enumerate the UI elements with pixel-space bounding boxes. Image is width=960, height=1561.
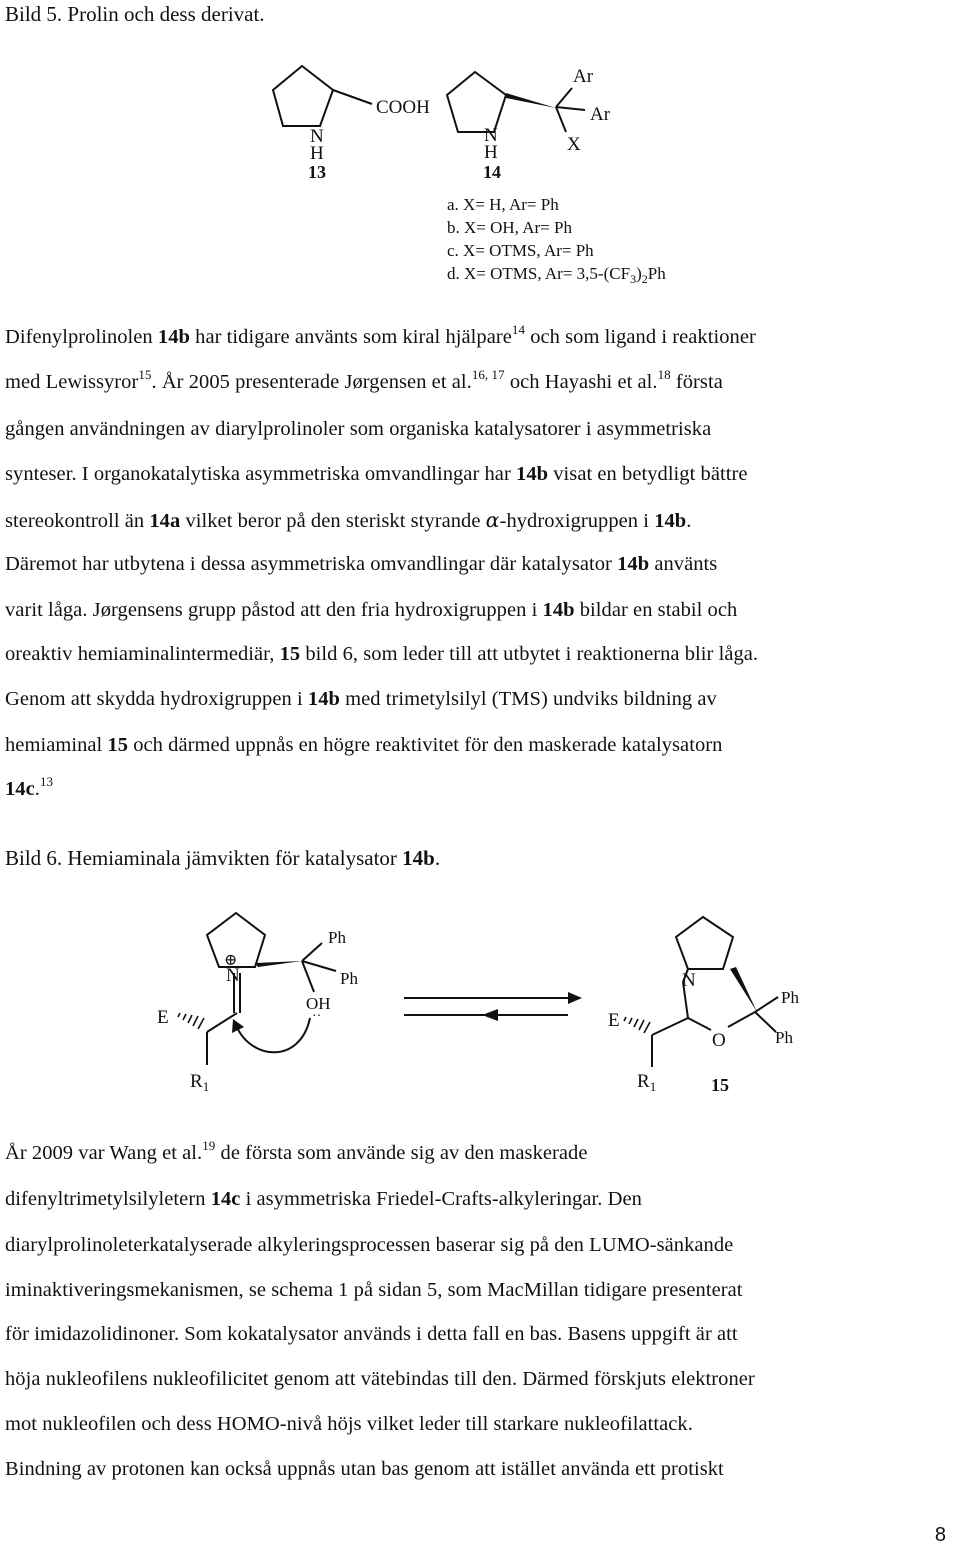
- n-label-14: N: [484, 125, 498, 146]
- legend-a: a. X= H, Ar= Ph: [447, 195, 559, 214]
- wedge-bond-right: [730, 967, 757, 1012]
- ph-label-2: Ph: [340, 969, 358, 988]
- para2-line-4: iminaktiveringsmekanismen, se schema 1 på sidan 5, som MacMillan tidigare presenterat: [5, 1279, 743, 1301]
- n-label-right: N: [682, 970, 696, 991]
- ar-label-2: Ar: [590, 104, 611, 125]
- compound-number-15: 15: [711, 1075, 729, 1095]
- wedge-bond-14: [506, 93, 556, 108]
- para1-line-10: hemiaminal 15 och därmed uppnås en högre reaktivitet för den maskerade katalysatorn: [5, 734, 723, 756]
- x-label: X: [567, 134, 581, 155]
- para2-line-5: för imidazolidinoner. Som kokatalysator används i detta fall en bas. Basens uppgift är att: [5, 1323, 738, 1345]
- para1-line-3: gången användningen av diarylprolinoler som organiska katalysatorer i asymmetriska: [5, 418, 712, 440]
- para1-line-9: Genom att skydda hydroxigruppen i 14b med trimetylsilyl (TMS) undviks bildning av: [5, 688, 717, 710]
- para1-line-5: stereokontroll än 14a vilket beror på den steriskt styrande α-hydroxigruppen i 14b.: [5, 508, 692, 532]
- compound-number-13: 13: [308, 162, 326, 182]
- e-label-right: E: [608, 1010, 620, 1031]
- para1-line-7: varit låga. Jørgensens grupp påstod att den fria hydroxigruppen i 14b bildar en stabil och: [5, 599, 738, 621]
- pyrrolidine-ring-14: [447, 72, 506, 132]
- para2-line-3: diarylprolinoleterkatalyserade alkyleringsprocessen baserar sig på den LUMO-sänkande: [5, 1234, 734, 1256]
- ph-label-3: Ph: [781, 988, 799, 1007]
- legend-b: b. X= OH, Ar= Ph: [447, 218, 572, 237]
- cooh-label: COOH: [376, 97, 430, 118]
- para2-line-1: År 2009 var Wang et al.$^{19}$ de första som använde sig av den maskerade: [5, 1138, 588, 1164]
- para2-line-8: Bindning av protonen kan också uppnås utan bas genom att istället använda ett protiskt: [5, 1458, 724, 1480]
- para1-line-2: med Lewissyror$^{15}$. År 2005 presenterade Jørgensen et al.$^{16, 17}$ och Hayashi et al.$^{18}$ första: [5, 367, 723, 393]
- figure-caption-bild-6: Bild 6. Hemiaminala jämvikten för katalysator 14b.: [5, 846, 441, 870]
- e-label-left: E: [157, 1007, 169, 1028]
- equilibrium-arrows: [404, 998, 568, 1015]
- svg-text:··: ··: [312, 1009, 322, 1024]
- compound-number-14: 14: [483, 162, 501, 182]
- para2-line-6: höja nukleofilens nukleofilicitet genom att vätebindas till den. Därmed förskjuts elektroner: [5, 1368, 755, 1390]
- para2-line-2: difenyltrimetylsilyletern 14c i asymmetriska Friedel-Crafts-alkyleringar. Den: [5, 1188, 642, 1210]
- n-label-13: N: [310, 126, 324, 147]
- plus-charge: ⊕: [224, 952, 238, 969]
- figure-proline-derivatives: [0, 0, 960, 300]
- para1-line-11: 14c.$^{13}$: [5, 774, 54, 800]
- ph-label-4: Ph: [775, 1028, 793, 1047]
- hashed-bond-left: [178, 1013, 204, 1029]
- legend-c: c. X= OTMS, Ar= Ph: [447, 241, 594, 260]
- pyrrolidine-ring-13: [273, 66, 333, 126]
- para2-line-7: mot nukleofilen och dess HOMO-nivå höjs vilket leder till starkare nukleofilattack.: [5, 1413, 693, 1435]
- r1-label-right: $R_1$: [637, 1071, 657, 1094]
- ph-label-1: Ph: [328, 928, 346, 947]
- h-label-13: H: [310, 143, 324, 164]
- para1-line-4: synteser. I organokatalytiska asymmetriska omvandlingar har 14b visat en betydligt bättre: [5, 463, 748, 485]
- page-number: 8: [934, 1524, 946, 1546]
- oh-label: OH: [306, 994, 331, 1013]
- n-label-left: N: [226, 965, 240, 986]
- pyrrolidine-ring-right: [676, 917, 733, 969]
- r1-label-left: $R_1$: [190, 1071, 210, 1094]
- h-label-14: H: [484, 142, 498, 163]
- figure-caption-bild-5: Bild 5. Prolin och dess derivat.: [5, 2, 265, 26]
- hashed-bond-right: [624, 1017, 650, 1033]
- wedge-bond-left: [255, 961, 302, 967]
- para1-line-6: Däremot har utbytena i dessa asymmetriska omvandlingar där katalysator 14b använts: [5, 553, 718, 575]
- curved-electron-arrow: [236, 1018, 310, 1052]
- para1-line-8: oreaktiv hemiaminalintermediär, 15 bild 6, som leder till att utbytet i reaktionerna blir låga.: [5, 643, 759, 665]
- legend-d: d. X= OTMS, $Ar= 3,5-(CF_3)_2Ph$: [447, 264, 666, 286]
- para1-line-1: Difenylprolinolen 14b har tidigare använts som kiral hjälpare$^{14}$ och som ligand i reaktioner: [5, 322, 756, 348]
- figure-hemiaminal-equilibrium: [0, 895, 960, 1125]
- o-label-right: O: [712, 1030, 726, 1051]
- ar-label-1: Ar: [573, 66, 594, 87]
